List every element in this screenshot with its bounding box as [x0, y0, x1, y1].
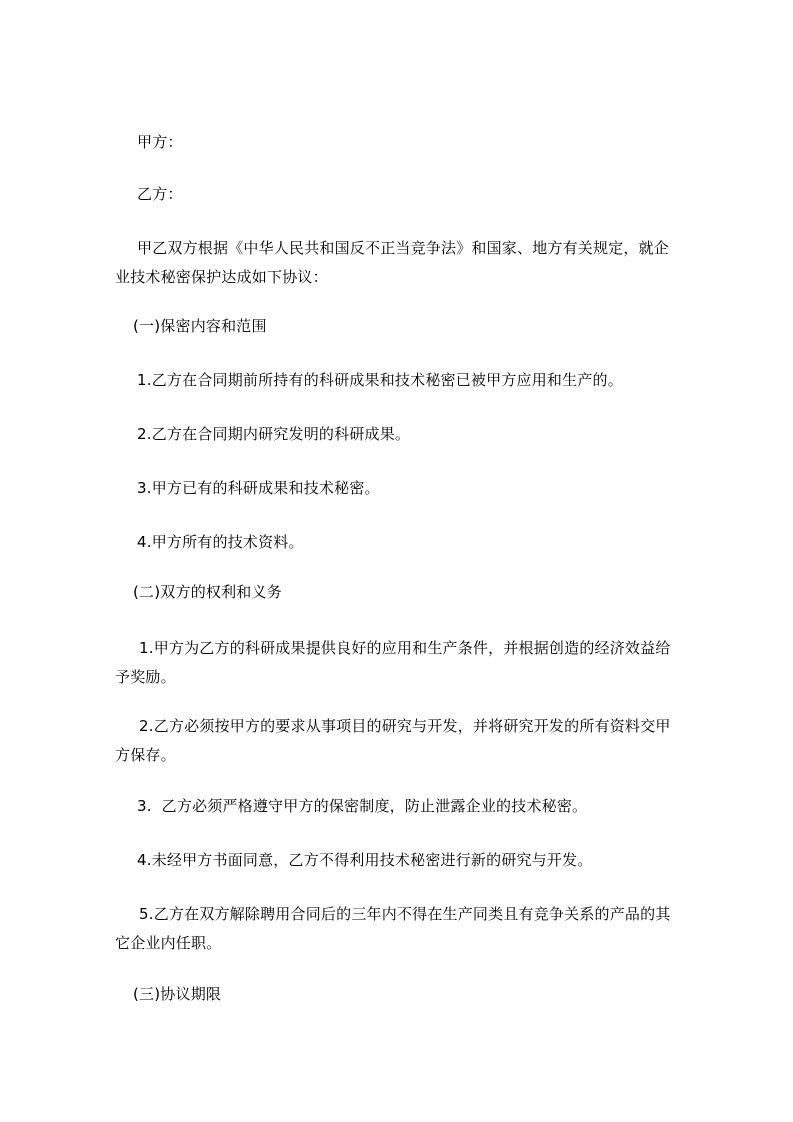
section-2-item-5: 5.乙方在双方解除聘用合同后的三年内不得在生产同类且有竞争关系的产品的其它企业内任职。 — [115, 905, 671, 952]
section-2-item-1: 1.甲方为乙方的科研成果提供良好的应用和生产条件，并根据创造的经济效益给予奖励。 — [115, 639, 671, 686]
section-1-item-3: 3.甲方已有的科研成果和技术秘密。 — [137, 479, 380, 497]
section-1-item-2: 2.乙方在合同期内研究发明的科研成果。 — [137, 425, 411, 443]
section-2-item-2: 2.乙方必须按甲方的要求从事项目的研究与开发，并将研究开发的所有资料交甲方保存。 — [115, 717, 671, 764]
party-b-label: 乙方： — [137, 185, 183, 203]
party-a-label: 甲方： — [137, 133, 183, 151]
preamble-paragraph: 甲乙双方根据《中华人民共和国反不正当竞争法》和国家、地方有关规定，就企业技术秘密保护达成如下协议： — [115, 239, 670, 286]
section-2-item-4: 4.未经甲方书面同意，乙方不得利用技术秘密进行新的研究与开发。 — [137, 851, 593, 869]
section-3-heading: (三)协议期限 — [133, 985, 222, 1003]
section-2-heading: (二)双方的权利和义务 — [133, 583, 282, 601]
section-1-heading: (一)保密内容和范围 — [133, 317, 267, 335]
section-2-item-3: 3. 乙方必须严格遵守甲方的保密制度，防止泄露企业的技术秘密。 — [137, 797, 588, 815]
section-1-item-4: 4.甲方所有的技术资料。 — [137, 533, 304, 551]
section-1-item-1: 1.乙方在合同期前所持有的科研成果和技术秘密已被甲方应用和生产的。 — [137, 371, 623, 389]
